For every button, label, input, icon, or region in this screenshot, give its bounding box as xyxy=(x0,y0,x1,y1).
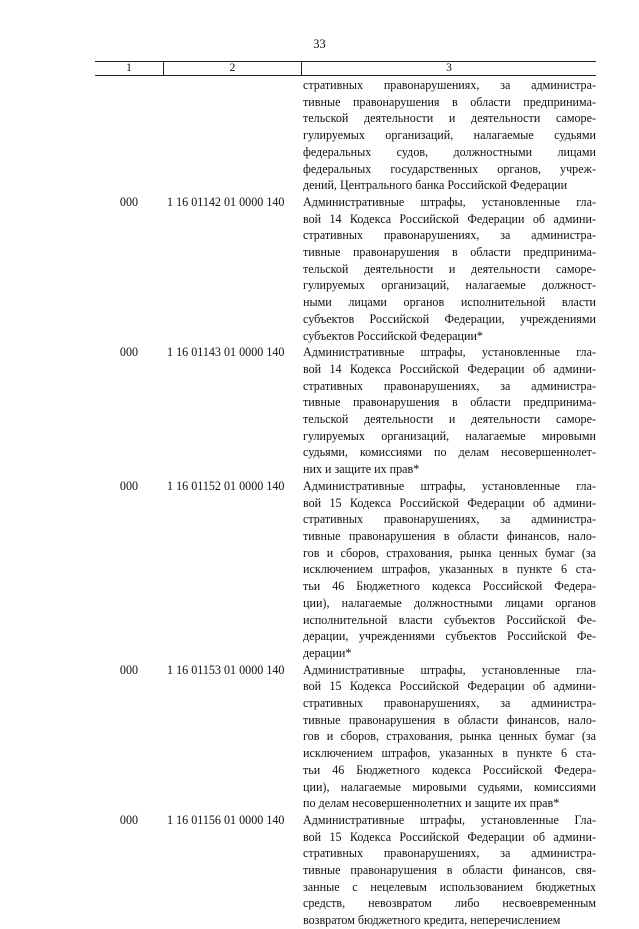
description-line: дерации, учреждениями субъектов Российской Фе- xyxy=(303,629,596,644)
description-line: тивные правонарушения в области финансов, нало- xyxy=(303,528,596,543)
description-line: Административные штрафы, установленные Гла- xyxy=(303,812,596,827)
page-number: 33 xyxy=(313,37,326,51)
description-line: тивные правонарушения в области предпринима- xyxy=(303,395,596,410)
description-line: гов и сборов, страхования, рынка ценных бумаг (за xyxy=(303,545,596,560)
description-cell xyxy=(301,77,596,194)
kbk-code-cell: 1 16 01142 01 0000 140 xyxy=(167,194,285,209)
description-line: тьи 46 Бюджетного кодекса Российской Федера- xyxy=(303,579,596,594)
description-line: стративных правонарушениях, за администра- xyxy=(303,378,596,393)
description-line: по делам несовершеннолетних и защите их прав* xyxy=(303,796,560,811)
description-cell xyxy=(301,662,596,812)
description-line: средств, невозвратом либо несвоевременным xyxy=(303,896,596,911)
table-body xyxy=(95,77,596,929)
description-line: тельской деятельности и деятельности саморе- xyxy=(303,111,596,126)
table-row xyxy=(95,478,596,662)
description-line: субъектов Российской Федерации, учреждениями xyxy=(303,311,596,326)
description-cell xyxy=(301,194,596,344)
admin-code-cell: 000 xyxy=(119,478,139,493)
description-line: гов и сборов, страхования, рынка ценных бумаг (за xyxy=(303,729,596,744)
description-line: возвратом бюджетного кредита, неперечислением xyxy=(303,913,561,928)
table-row xyxy=(95,812,596,929)
table-header-row xyxy=(95,61,596,76)
description-line: тьи 46 Бюджетного кодекса Российской Федера- xyxy=(303,762,596,777)
description-cell xyxy=(301,478,596,662)
description-line: вой 14 Кодекса Российской Федерации об админи- xyxy=(303,211,596,226)
description-line: гулируемых организаций, налагаемые судьями xyxy=(303,128,596,143)
description-line: стративных правонарушениях, за администра- xyxy=(303,228,596,243)
admin-code-cell: 000 xyxy=(119,812,139,827)
description-line: ными лицами органов исполнительной власти xyxy=(303,295,596,310)
table-row xyxy=(95,194,596,344)
description-cell xyxy=(301,812,596,929)
description-line: стративных правонарушениях, за администра- xyxy=(303,846,596,861)
admin-code-cell xyxy=(95,77,163,194)
description-line: гулируемых организаций, налагаемые должност- xyxy=(303,278,596,293)
kbk-code-cell: 1 16 01152 01 0000 140 xyxy=(167,478,285,493)
description-line: субъектов Российской Федерации* xyxy=(303,328,483,343)
description-line: федеральных судов, должностными лицами xyxy=(303,144,596,159)
description-line: дений, Центрального банка Российской Федерации xyxy=(303,178,568,193)
description-line: исключением штрафов, указанных в пункте 6 ста- xyxy=(303,746,596,761)
table-row xyxy=(95,662,596,812)
description-line: ции), налагаемые мировыми судьями, комиссиями xyxy=(303,779,596,794)
description-line: тельской деятельности и деятельности саморе- xyxy=(303,412,596,427)
description-line: дерации* xyxy=(303,645,352,660)
description-line: Административные штрафы, установленные гла- xyxy=(303,194,596,209)
description-line: вой 15 Кодекса Российской Федерации об админи- xyxy=(303,495,596,510)
description-line: Административные штрафы, установленные гла- xyxy=(303,662,596,677)
kbk-code-cell: 1 16 01153 01 0000 140 xyxy=(167,662,285,677)
description-line: вой 14 Кодекса Российской Федерации об админи- xyxy=(303,361,596,376)
kbk-code-cell: 1 16 01156 01 0000 140 xyxy=(167,812,285,827)
description-line: исключением штрафов, указанных в пункте 6 ста- xyxy=(303,562,596,577)
description-line: ции), налагаемые должностными лицами органов xyxy=(303,595,596,610)
description-line: Административные штрафы, установленные гла- xyxy=(303,345,596,360)
admin-code-cell: 000 xyxy=(119,345,139,360)
description-line: стративных правонарушениях, за администра- xyxy=(303,78,596,92)
description-line: тельской деятельности и деятельности саморе- xyxy=(303,261,596,276)
kbk-code-cell: 1 16 01143 01 0000 140 xyxy=(167,345,285,360)
description-line: федеральных государственных органов, учреж- xyxy=(303,161,596,176)
description-line: тивные правонарушения в области предпринима- xyxy=(303,94,596,109)
column-header-1: 1 xyxy=(126,62,132,74)
admin-code-cell: 000 xyxy=(119,194,139,209)
table-row xyxy=(95,344,596,478)
description-line: вой 15 Кодекса Российской Федерации об админи- xyxy=(303,829,596,844)
column-header-2: 2 xyxy=(163,62,301,75)
table-row xyxy=(95,77,596,194)
description-line: занные с нецелевым использованием бюджетных xyxy=(303,879,596,894)
description-line: вой 15 Кодекса Российской Федерации об админи- xyxy=(303,679,596,694)
description-cell xyxy=(301,344,596,478)
description-line: судьями, комиссиями по делам несовершеннолет- xyxy=(303,445,596,460)
description-line: тивные правонарушения в области финансов, нало- xyxy=(303,712,596,727)
column-header-3: 3 xyxy=(301,62,596,75)
admin-code-cell: 000 xyxy=(119,662,139,677)
description-line: стративных правонарушениях, за администра- xyxy=(303,512,596,527)
description-line: них и защите их прав* xyxy=(303,462,420,477)
description-line: тивные правонарушения в области финансов, свя- xyxy=(303,863,596,878)
description-line: гулируемых организаций, налагаемые мировыми xyxy=(303,428,596,443)
description-line: Административные штрафы, установленные гла- xyxy=(303,478,596,493)
kbk-code-cell xyxy=(163,77,301,194)
description-line: исполнительной власти субъектов Российской Фе- xyxy=(303,612,596,627)
description-line: стративных правонарушениях, за администра- xyxy=(303,696,596,711)
description-line: тивные правонарушения в области предпринима- xyxy=(303,245,596,260)
